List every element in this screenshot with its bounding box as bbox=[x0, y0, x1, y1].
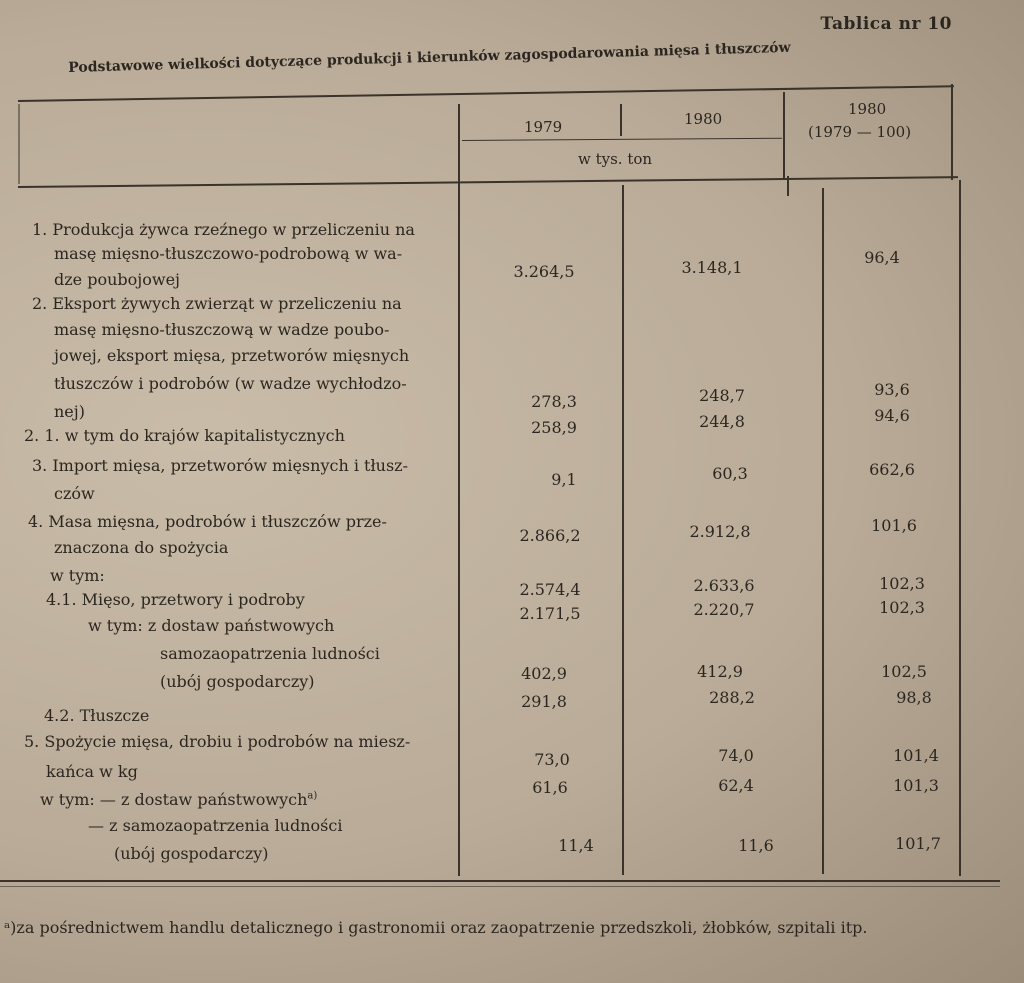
row-5-state-label bbox=[40, 790, 317, 809]
table-title: Podstawowe wielkości dotyczące produkcji i kierunków zagospodarowania mięsa i tłuszczów bbox=[68, 39, 791, 76]
row-4-1980: 2.912,8 bbox=[689, 522, 751, 541]
row-4-1-state-index: 102,3 bbox=[879, 598, 925, 617]
unit-rule bbox=[462, 138, 782, 141]
top-rule bbox=[18, 85, 954, 102]
row-5-index: 101,4 bbox=[893, 746, 939, 765]
row-2-1980: 248,7 bbox=[699, 386, 745, 405]
row-1-1980: 3.148,1 bbox=[681, 258, 743, 277]
row-4-index: 101,6 bbox=[871, 516, 917, 535]
row-5-state-1979: 61,6 bbox=[532, 778, 568, 797]
row-5-self-index: 101,7 bbox=[895, 834, 941, 853]
col-rule-5 bbox=[951, 84, 953, 180]
row-2-label-4: tłuszczów i podrobów (w wadze wychłodzo- bbox=[54, 374, 407, 393]
row-1-1979: 3.264,5 bbox=[513, 262, 575, 281]
col-rule-2a bbox=[620, 104, 622, 136]
row-3-1979: 9,1 bbox=[551, 470, 577, 489]
row-5-self-1979: 11,4 bbox=[558, 836, 594, 855]
row-2-index: 93,6 bbox=[874, 380, 910, 399]
row-4-1-self-index: 102,5 bbox=[881, 662, 927, 681]
row-4-2-1980: 288,2 bbox=[709, 688, 755, 707]
col-rule-1 bbox=[458, 104, 460, 876]
row-2-1979: 278,3 bbox=[531, 392, 577, 411]
row-4-1-state-1980: 2.220,7 bbox=[693, 600, 755, 619]
header-index-base: (1979 — 100) bbox=[808, 123, 912, 141]
row-5-1979: 73,0 bbox=[534, 750, 570, 769]
bottom-rule bbox=[0, 880, 1000, 882]
row-5-1980: 74,0 bbox=[718, 746, 754, 765]
row-1-label-1: 1. Produkcja żywca rzeźnego w przeliczeniu na bbox=[32, 220, 415, 239]
row-4-1-state-1979: 2.171,5 bbox=[519, 604, 581, 623]
row-4-1-state-label: w tym: z dostaw państwowych bbox=[88, 616, 335, 635]
row-1-label-3: dze poubojowej bbox=[54, 270, 180, 289]
row-5-label-1: 5. Spożycie mięsa, drobiu i podrobów na miesz- bbox=[24, 732, 411, 751]
row-2-1-index: 94,6 bbox=[874, 406, 910, 425]
row-3-label-1: 3. Import mięsa, przetworów mięsnych i tłusz- bbox=[32, 456, 409, 475]
header-1980: 1980 bbox=[684, 110, 723, 128]
row-4-1-self-label-1: samozaopatrzenia ludności bbox=[160, 644, 380, 663]
row-5-self-1980: 11,6 bbox=[738, 836, 774, 855]
row-3-label-2: czów bbox=[54, 484, 95, 503]
row-4-label-2: znaczona do spożycia bbox=[54, 538, 229, 557]
row-4-1-1979: 2.574,4 bbox=[519, 580, 581, 599]
row-4-label-1: 4. Masa mięsna, podrobów i tłuszczów prze- bbox=[28, 512, 387, 531]
row-5-state-text: w tym: — z dostaw państwowych bbox=[40, 790, 308, 809]
row-2-label-5: nej) bbox=[54, 402, 85, 421]
row-4-1979: 2.866,2 bbox=[519, 526, 581, 545]
row-4-1-index: 102,3 bbox=[879, 574, 925, 593]
row-3-1980: 60,3 bbox=[712, 464, 748, 483]
table-number: Tablica nr 10 bbox=[820, 14, 952, 34]
col-rule-3 bbox=[783, 92, 785, 180]
row-4-2-index: 98,8 bbox=[896, 688, 932, 707]
left-rule bbox=[18, 104, 20, 184]
row-4-2-1979: 291,8 bbox=[521, 692, 567, 711]
row-4-1-self-1979: 402,9 bbox=[521, 664, 567, 683]
row-2-1-label: 2. 1. w tym do krajów kapitalistycznych bbox=[24, 426, 345, 445]
row-5-label-2: kańca w kg bbox=[46, 762, 138, 781]
row-3-index: 662,6 bbox=[869, 460, 915, 479]
header-index-year: 1980 bbox=[848, 100, 887, 118]
row-2-label-3: jowej, eksport mięsa, przetworów mięsnych bbox=[54, 346, 410, 365]
row-4-1-self-1980: 412,9 bbox=[697, 662, 743, 681]
row-1-label-2: masę mięsno-tłuszczowo-podrobową w wa- bbox=[54, 244, 403, 263]
row-2-1-1980: 244,8 bbox=[699, 412, 745, 431]
row-4-1-label: 4.1. Mięso, przetwory i podroby bbox=[46, 590, 305, 609]
row-4-2-label: 4.2. Tłuszcze bbox=[44, 706, 150, 725]
row-2-label-1: 2. Eksport żywych zwierząt w przeliczeniu na bbox=[32, 294, 402, 313]
row-5-state-index: 101,3 bbox=[893, 776, 939, 795]
col-rule-4 bbox=[822, 188, 824, 874]
footnote-marker: a) bbox=[307, 790, 318, 802]
row-5-self-label-2: (ubój gospodarczy) bbox=[114, 844, 269, 863]
bottom-rule-2 bbox=[0, 886, 1000, 887]
footnote: ᵃ)za pośrednictwem handlu detalicznego i gastronomii oraz zaopatrzenie przedszkoli, żłobków, szpitali itp. bbox=[4, 918, 868, 937]
row-4-1-1980: 2.633,6 bbox=[693, 576, 755, 595]
header-unit: w tys. ton bbox=[578, 150, 653, 168]
row-5-self-label-1: — z samozaopatrzenia ludności bbox=[88, 816, 343, 835]
row-2-label-2: masę mięsno-tłuszczową w wadze poubo- bbox=[54, 320, 390, 339]
row-wtym-label: w tym: bbox=[50, 566, 105, 585]
row-1-index: 96,4 bbox=[864, 248, 900, 267]
header-1979: 1979 bbox=[524, 118, 563, 136]
row-2-1-1979: 258,9 bbox=[531, 418, 577, 437]
row-5-state-1980: 62,4 bbox=[718, 776, 754, 795]
col-rule-3b bbox=[787, 176, 789, 196]
row-4-1-self-label-2: (ubój gospodarczy) bbox=[160, 672, 315, 691]
header-bottom-rule bbox=[18, 176, 958, 188]
col-rule-6 bbox=[959, 180, 961, 876]
col-rule-2b bbox=[622, 185, 624, 875]
